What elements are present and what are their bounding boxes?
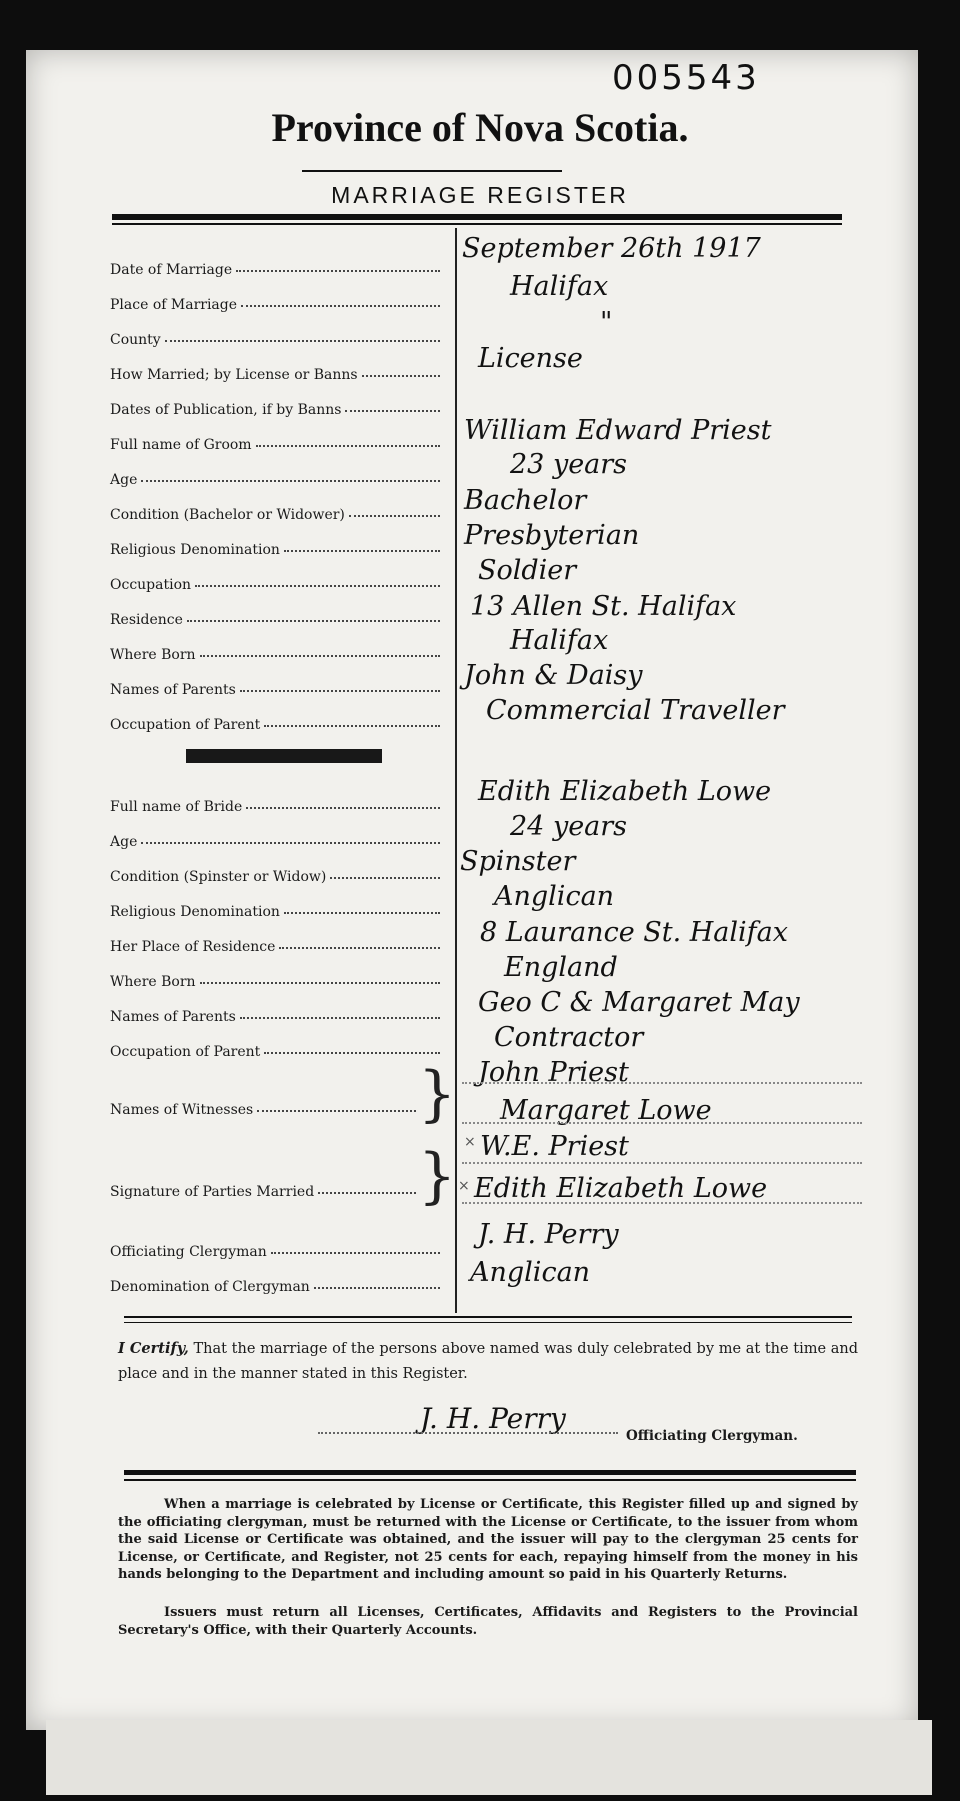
- label-bride-condition: Condition (Spinster or Widow): [110, 857, 440, 885]
- value-county: ": [600, 307, 613, 338]
- signature-line: [318, 1432, 618, 1434]
- value-witness-2: Margaret Lowe: [500, 1095, 712, 1126]
- entry-line: [462, 1082, 862, 1084]
- footer-rule: [124, 1470, 856, 1475]
- value-groom-age: 23 years: [510, 449, 628, 480]
- value-bride-age: 24 years: [510, 811, 628, 842]
- paper-underlay: [46, 1720, 932, 1795]
- value-place-of-marriage: Halifax: [510, 271, 609, 302]
- header-rule-thin: [112, 223, 842, 225]
- value-clergy-denomination: Anglican: [470, 1257, 591, 1288]
- subtitle-rule-thin: [302, 170, 562, 172]
- entry-line: [462, 1122, 862, 1124]
- value-bride-name: Edith Elizabeth Lowe: [478, 776, 772, 807]
- certify-signature: J. H. Perry: [420, 1402, 566, 1435]
- label-officiating-clergyman: Officiating Clergyman: [110, 1232, 440, 1260]
- label-signature-of-parties: Signature of Parties Married: [110, 1172, 416, 1200]
- value-date-of-marriage: September 26th 1917: [462, 233, 761, 264]
- label-how-married: How Married; by License or Banns: [110, 355, 440, 383]
- label-dates-of-publication: Dates of Publication, if by Banns: [110, 390, 440, 418]
- label-denomination-of-clergyman: Denomination of Clergyman: [110, 1267, 440, 1295]
- label-date-of-marriage: Date of Marriage: [110, 250, 440, 278]
- value-bride-parents: Geo C & Margaret May: [478, 987, 800, 1018]
- header-rule: [112, 214, 842, 220]
- label-bride-religion: Religious Denomination: [110, 892, 440, 920]
- value-signature-bride: Edith Elizabeth Lowe: [474, 1173, 768, 1204]
- value-how-married: License: [478, 343, 583, 374]
- label-groom-occupation: Occupation: [110, 565, 440, 593]
- label-county: County: [110, 320, 440, 348]
- table-bottom-rule-thin: [124, 1322, 852, 1323]
- label-names-of-witnesses: Names of Witnesses: [110, 1090, 416, 1118]
- label-bride-parents: Names of Parents: [110, 997, 440, 1025]
- value-groom-condition: Bachelor: [464, 485, 587, 516]
- label-groom-parents: Names of Parents: [110, 670, 440, 698]
- label-full-name-of-bride: Full name of Bride: [110, 787, 440, 815]
- label-full-name-of-groom: Full name of Groom: [110, 425, 440, 453]
- label-groom-condition: Condition (Bachelor or Widower): [110, 495, 440, 523]
- label-bride-age: Age: [110, 822, 440, 850]
- signature-mark: ×: [464, 1134, 476, 1150]
- certification-text: [118, 1336, 858, 1387]
- signature-mark: ×: [458, 1178, 470, 1194]
- label-groom-where-born: Where Born: [110, 635, 440, 663]
- certify-lead: I Certify,: [118, 1340, 189, 1357]
- certify-signature-label: Officiating Clergyman.: [626, 1428, 798, 1444]
- label-bride-residence: Her Place of Residence: [110, 927, 440, 955]
- signatures-brace: }: [418, 1141, 457, 1211]
- value-bride-condition: Spinster: [460, 846, 576, 877]
- register-subtitle: MARRIAGE REGISTER: [331, 182, 629, 208]
- certify-body: That the marriage of the persons above named was duly celebrated by me at the time and place and in the manner stated in this Register.: [118, 1341, 858, 1382]
- bride-section-divider: [186, 749, 382, 763]
- value-officiating-clergyman: J. H. Perry: [478, 1219, 619, 1250]
- label-bride-where-born: Where Born: [110, 962, 440, 990]
- entry-line: [462, 1202, 862, 1204]
- value-witness-1: John Priest: [478, 1057, 629, 1088]
- document-number: 005543: [612, 58, 760, 98]
- footer-rule-thin: [124, 1479, 856, 1481]
- value-groom-parents: John & Daisy: [464, 660, 643, 691]
- label-groom-parent-occupation: Occupation of Parent: [110, 705, 440, 733]
- witnesses-brace: }: [418, 1059, 457, 1129]
- label-groom-age: Age: [110, 460, 440, 488]
- value-bride-where-born: England: [504, 952, 618, 983]
- label-groom-religion: Religious Denomination: [110, 530, 440, 558]
- value-groom-parent-occupation: Commercial Traveller: [486, 695, 785, 726]
- value-groom-occupation: Soldier: [478, 555, 577, 586]
- value-bride-parent-occupation: Contractor: [494, 1022, 644, 1053]
- value-groom-residence: 13 Allen St. Halifax: [470, 591, 737, 622]
- value-signature-groom: W.E. Priest: [480, 1131, 629, 1162]
- entry-line: [462, 1162, 862, 1164]
- value-groom-name: William Edward Priest: [464, 415, 772, 446]
- label-place-of-marriage: Place of Marriage: [110, 285, 440, 313]
- label-bride-parent-occupation: Occupation of Parent: [110, 1032, 440, 1060]
- issuers-notice: Issuers must return all Licenses, Certificates, Affidavits and Registers to the Provincial Secretary's Office, with their Quarterly Accounts.: [118, 1605, 858, 1638]
- value-bride-religion: Anglican: [494, 881, 615, 912]
- table-bottom-rule: [124, 1316, 852, 1318]
- license-notice: When a marriage is celebrated by License or Certificate, this Register filled up and signed by the officiating clergyman, must be returned with the License or Certificate, to the issuer from whom the said License or Certificate was obtained, and the issuer will pay to the clergyman 25 cents for License, or Certificate, and Register, not 25 cents for each, repaying himself from the money in his hands belonging to the Department and including amount so paid in his Quarterly Returns.: [118, 1497, 858, 1582]
- label-groom-residence: Residence: [110, 600, 440, 628]
- value-bride-residence: 8 Laurance St. Halifax: [480, 917, 788, 948]
- value-groom-religion: Presbyterian: [464, 520, 640, 551]
- page-title: Province of Nova Scotia.: [271, 105, 689, 150]
- value-groom-where-born: Halifax: [510, 625, 609, 656]
